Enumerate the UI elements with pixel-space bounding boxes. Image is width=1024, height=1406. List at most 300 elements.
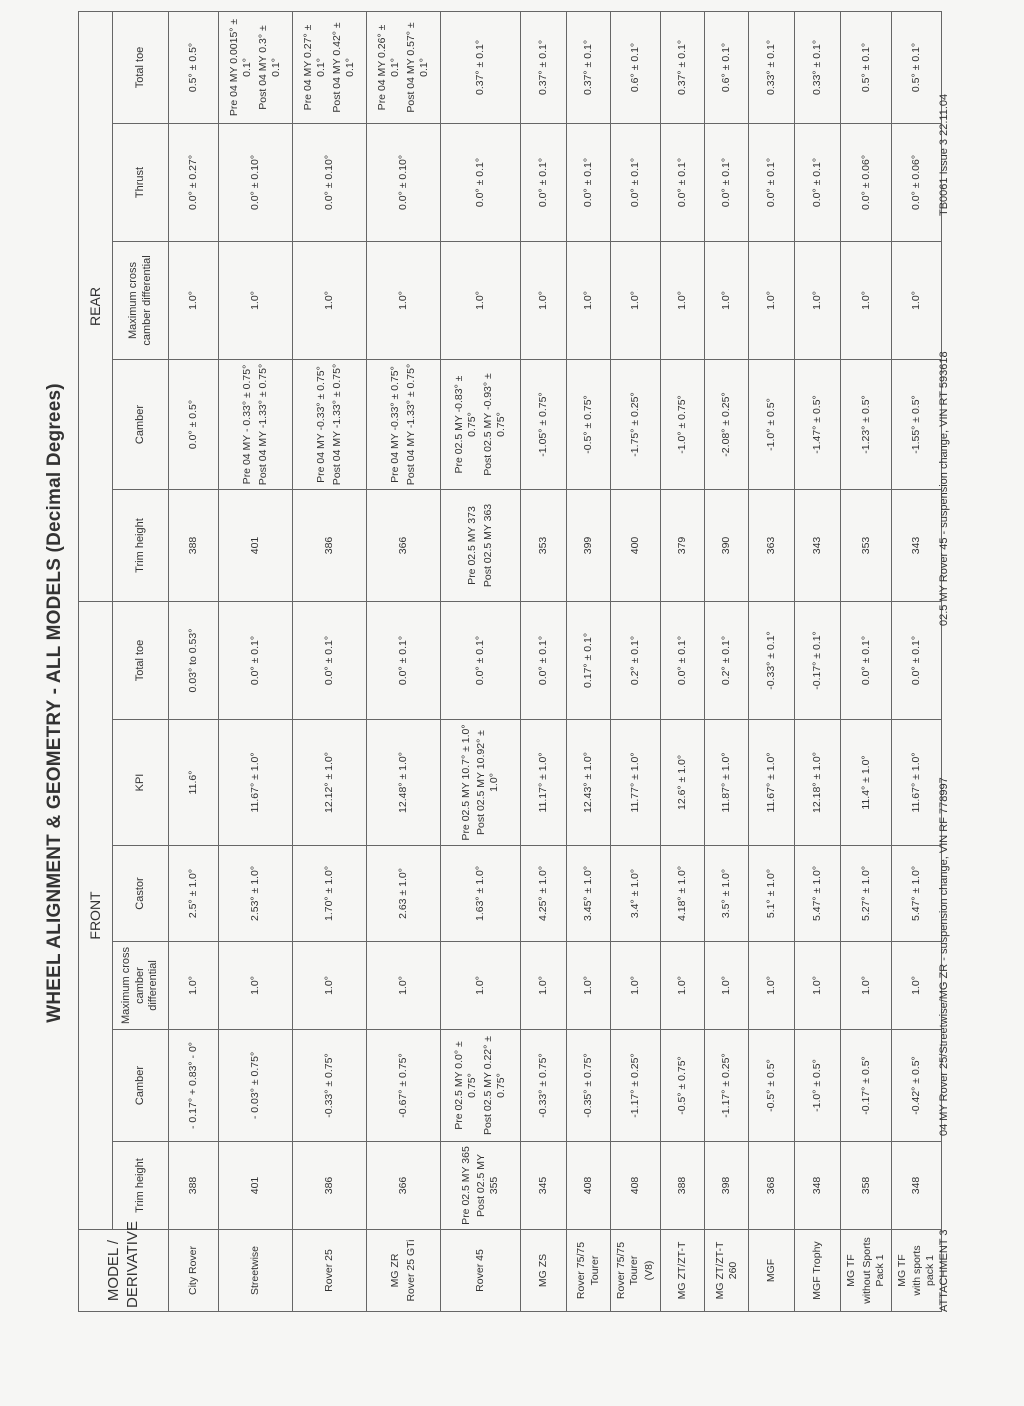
cell-line: 388 bbox=[186, 1176, 199, 1195]
cell-r-max: 1.0° bbox=[611, 242, 661, 360]
cell-f-trim bbox=[841, 1142, 891, 1230]
cell-f-castor: 5.47° ± 1.0° bbox=[891, 846, 941, 942]
cell-r-camber bbox=[293, 360, 367, 490]
table-row bbox=[891, 11, 941, 1311]
cell-line: -1.0° ± 0.5° bbox=[811, 1059, 824, 1112]
cell-f-max: 1.0° bbox=[795, 942, 841, 1030]
cell-line: Post 02.5 MY 0.22° ± 0.75° bbox=[481, 1035, 507, 1136]
cell-r-trim bbox=[169, 490, 219, 602]
header-rear-col-2: Maximum cross camber differential bbox=[113, 242, 169, 360]
cell-f-toe: -0.17° ± 0.1° bbox=[795, 602, 841, 720]
cell-line: 345 bbox=[536, 1176, 549, 1195]
cell-f-kpi bbox=[611, 720, 661, 846]
footer-doc-ref: TB0061 Issue 3 22.11.04 bbox=[938, 93, 950, 216]
cell-f-toe: 0.0° ± 0.1° bbox=[521, 602, 567, 720]
cell-f-max: 1.0° bbox=[891, 942, 941, 1030]
cell-r-max: 1.0° bbox=[795, 242, 841, 360]
cell-line: 11.4° ± 1.0° bbox=[859, 755, 872, 810]
cell-f-castor: 3.45° ± 1.0° bbox=[567, 846, 611, 942]
cell-line: 348 bbox=[909, 1176, 922, 1195]
cell-f-trim bbox=[293, 1142, 367, 1230]
cell-line: -0.67° ± 0.75° bbox=[396, 1053, 409, 1118]
header-front-col-5: Total toe bbox=[113, 602, 169, 720]
cell-r-camber bbox=[219, 360, 293, 490]
cell-f-camber bbox=[367, 1030, 441, 1142]
table-row bbox=[441, 11, 521, 1311]
cell-line: 398 bbox=[720, 1176, 733, 1195]
cell-r-camber bbox=[705, 360, 749, 490]
cell-r-max: 1.0° bbox=[749, 242, 795, 360]
cell-f-camber bbox=[567, 1030, 611, 1142]
cell-r-thrust: 0.0° ± 0.1° bbox=[441, 124, 521, 242]
cell-f-trim bbox=[521, 1142, 567, 1230]
cell-f-toe: 0.0° ± 0.1° bbox=[367, 602, 441, 720]
cell-line: Post 04 MY -1.33° ± 0.75° bbox=[330, 363, 343, 486]
footer-note-45: 02.5 MY Rover 45 - suspension change, VIN RT 593618 bbox=[938, 351, 950, 626]
cell-line: -0.42° ± 0.5° bbox=[909, 1056, 922, 1115]
cell-f-castor: 2.63 ± 1.0° bbox=[367, 846, 441, 942]
cell-f-castor: 4.25° ± 1.0° bbox=[521, 846, 567, 942]
header-front-col-4: KPI bbox=[113, 720, 169, 846]
cell-f-camber bbox=[169, 1030, 219, 1142]
cell-f-camber bbox=[891, 1030, 941, 1142]
cell-r-thrust: 0.0° ± 0.10° bbox=[219, 124, 293, 242]
cell-line: Pre 02.5 MY 373 bbox=[466, 506, 479, 585]
cell-r-thrust: 0.0° ± 0.1° bbox=[705, 124, 749, 242]
cell-f-castor: 3.4° ± 1.0° bbox=[611, 846, 661, 942]
cell-line: 353 bbox=[536, 536, 549, 555]
cell-line: (V8) bbox=[643, 1260, 656, 1281]
cell-r-camber bbox=[891, 360, 941, 490]
cell-model bbox=[521, 1230, 567, 1312]
alignment-table bbox=[78, 11, 942, 1312]
cell-f-max: 1.0° bbox=[841, 942, 891, 1030]
cell-f-max: 1.0° bbox=[367, 942, 441, 1030]
cell-line: Post 04 MY 0.3° ± 0.1° bbox=[256, 25, 282, 110]
cell-model bbox=[567, 1230, 611, 1312]
cell-r-trim bbox=[891, 490, 941, 602]
cell-line: 0.33° ± 0.1° bbox=[811, 39, 824, 95]
cell-line: -1.55° ± 0.5° bbox=[909, 395, 922, 454]
table-row bbox=[795, 11, 841, 1311]
cell-line: -1.05° ± 0.75° bbox=[536, 392, 549, 457]
cell-r-thrust: 0.0° ± 0.1° bbox=[611, 124, 661, 242]
cell-f-kpi bbox=[749, 720, 795, 846]
cell-line: Rover 25 bbox=[322, 1249, 335, 1292]
cell-r-trim bbox=[521, 490, 567, 602]
cell-line: 12.18° ± 1.0° bbox=[811, 752, 824, 813]
header-front-col-2: Maximum cross camber differential bbox=[113, 942, 169, 1030]
cell-f-trim bbox=[795, 1142, 841, 1230]
cell-line: -1.75° ± 0.25° bbox=[629, 392, 642, 457]
cell-r-camber bbox=[661, 360, 705, 490]
cell-r-max: 1.0° bbox=[169, 242, 219, 360]
cell-line: Pre 04 MY -0.33° ± 0.75° bbox=[315, 366, 328, 483]
header-rear: REAR bbox=[79, 11, 113, 601]
cell-line: 363 bbox=[765, 536, 778, 555]
cell-line: Pre 04 MY -0.33° ± 0.75° bbox=[389, 366, 402, 483]
cell-r-thrust: 0.0° ± 0.1° bbox=[521, 124, 567, 242]
cell-f-castor: 1.63° ± 1.0° bbox=[441, 846, 521, 942]
cell-f-castor: 2.5° ± 1.0° bbox=[169, 846, 219, 942]
cell-line: 388 bbox=[676, 1176, 689, 1195]
cell-r-thrust: 0.0° ± 0.1° bbox=[661, 124, 705, 242]
cell-f-toe: 0.17° ± 0.1° bbox=[567, 602, 611, 720]
cell-r-trim bbox=[661, 490, 705, 602]
cell-line: 0.5° ± 0.5° bbox=[186, 42, 199, 93]
cell-line: 401 bbox=[248, 1176, 261, 1195]
cell-f-kpi bbox=[169, 720, 219, 846]
cell-line: MG ZR bbox=[389, 1253, 402, 1288]
cell-f-kpi bbox=[293, 720, 367, 846]
cell-line: Post 04 MY -1.33° ± 0.75° bbox=[256, 363, 269, 486]
cell-line: Pre 02.5 MY 0.0° ± 0.75° bbox=[453, 1041, 479, 1130]
cell-f-max: 1.0° bbox=[441, 942, 521, 1030]
cell-r-trim bbox=[293, 490, 367, 602]
cell-line: 11.77° ± 1.0° bbox=[629, 752, 642, 813]
cell-r-toe bbox=[219, 11, 293, 123]
cell-f-toe: 0.03° to 0.53° bbox=[169, 602, 219, 720]
cell-line: Streetwise bbox=[248, 1245, 261, 1296]
cell-line: MG ZT/ZT-T 260 bbox=[713, 1241, 739, 1300]
cell-model bbox=[169, 1230, 219, 1312]
table-row bbox=[611, 11, 661, 1311]
cell-line: MG ZT/ZT-T bbox=[676, 1241, 689, 1300]
cell-r-trim bbox=[567, 490, 611, 602]
cell-f-trim bbox=[661, 1142, 705, 1230]
table-row bbox=[293, 11, 367, 1311]
cell-r-camber bbox=[169, 360, 219, 490]
cell-line: Pre 04 MY - 0.33° ± 0.75° bbox=[241, 364, 254, 485]
header-rear-col-4: Total toe bbox=[113, 11, 169, 123]
cell-line: Rover 75/75 Tourer bbox=[575, 1241, 601, 1300]
cell-line: Post 02.5 MY 355 bbox=[474, 1153, 501, 1218]
cell-r-max: 1.0° bbox=[293, 242, 367, 360]
cell-f-kpi bbox=[521, 720, 567, 846]
cell-f-trim bbox=[169, 1142, 219, 1230]
cell-r-camber bbox=[521, 360, 567, 490]
cell-r-camber bbox=[367, 360, 441, 490]
cell-f-trim bbox=[367, 1142, 441, 1230]
cell-r-toe bbox=[169, 11, 219, 123]
cell-f-max: 1.0° bbox=[293, 942, 367, 1030]
cell-line: -1.17° ± 0.25° bbox=[629, 1053, 642, 1118]
cell-line: -1.17° ± 0.25° bbox=[720, 1053, 733, 1118]
cell-line: -1.0° ± 0.5° bbox=[765, 398, 778, 451]
cell-f-toe: 0.2° ± 0.1° bbox=[611, 602, 661, 720]
cell-f-toe: 0.0° ± 0.1° bbox=[841, 602, 891, 720]
cell-line: Post 02.5 MY 363 bbox=[481, 503, 494, 588]
cell-f-trim bbox=[611, 1142, 661, 1230]
cell-f-kpi bbox=[661, 720, 705, 846]
cell-f-max: 1.0° bbox=[661, 942, 705, 1030]
cell-r-toe bbox=[661, 11, 705, 123]
cell-line: 366 bbox=[396, 536, 409, 555]
cell-f-camber bbox=[521, 1030, 567, 1142]
cell-line: 399 bbox=[581, 536, 594, 555]
cell-r-max: 1.0° bbox=[367, 242, 441, 360]
cell-f-castor: 5.1° ± 1.0° bbox=[749, 846, 795, 942]
cell-line: 353 bbox=[859, 536, 872, 555]
cell-f-kpi bbox=[795, 720, 841, 846]
cell-f-castor: 5.27° ± 1.0° bbox=[841, 846, 891, 942]
cell-line: Rover 25 GTi bbox=[404, 1239, 417, 1302]
cell-model bbox=[891, 1230, 941, 1312]
cell-line: -2.08° ± 0.25° bbox=[720, 392, 733, 457]
cell-r-camber bbox=[749, 360, 795, 490]
cell-line: -0.17° ± 0.5° bbox=[859, 1056, 872, 1115]
cell-r-toe bbox=[611, 11, 661, 123]
cell-f-castor: 5.47° ± 1.0° bbox=[795, 846, 841, 942]
cell-line: 0.37° ± 0.1° bbox=[536, 39, 549, 95]
cell-r-toe bbox=[795, 11, 841, 123]
cell-line: 408 bbox=[581, 1176, 594, 1195]
cell-r-camber bbox=[441, 360, 521, 490]
cell-r-trim bbox=[841, 490, 891, 602]
cell-r-camber bbox=[841, 360, 891, 490]
cell-line: Pre 02.5 MY 10.7° ± 1.0° bbox=[459, 724, 472, 841]
cell-r-max: 1.0° bbox=[841, 242, 891, 360]
cell-f-camber bbox=[661, 1030, 705, 1142]
cell-r-toe bbox=[441, 11, 521, 123]
cell-r-thrust: 0.0° ± 0.1° bbox=[749, 124, 795, 242]
cell-line: 12.6° ± 1.0° bbox=[676, 754, 689, 811]
cell-line: 379 bbox=[676, 536, 689, 555]
cell-line: -1.23° ± 0.5° bbox=[859, 395, 872, 454]
cell-f-kpi bbox=[841, 720, 891, 846]
cell-r-thrust: 0.0° ± 0.10° bbox=[293, 124, 367, 242]
cell-r-toe bbox=[749, 11, 795, 123]
cell-line: Post 02.5 MY -0.93° ± 0.75° bbox=[481, 373, 507, 476]
cell-r-trim bbox=[795, 490, 841, 602]
cell-r-toe bbox=[705, 11, 749, 123]
cell-line: Post 04 MY -1.33° ± 0.75° bbox=[404, 363, 417, 486]
cell-line: 11.67° ± 1.0° bbox=[248, 752, 261, 813]
cell-line: Pre 02.5 MY 365 bbox=[459, 1146, 472, 1225]
cell-line: 386 bbox=[322, 1176, 335, 1195]
cell-line: 11.17° ± 1.0° bbox=[536, 752, 549, 813]
cell-r-trim bbox=[749, 490, 795, 602]
cell-r-thrust: 0.0° ± 0.10° bbox=[367, 124, 441, 242]
cell-line: City Rover bbox=[186, 1246, 199, 1296]
cell-line: 0.37° ± 0.1° bbox=[473, 39, 486, 95]
cell-line: 408 bbox=[629, 1176, 642, 1195]
cell-f-kpi bbox=[891, 720, 941, 846]
table-row bbox=[169, 11, 219, 1311]
cell-f-camber bbox=[219, 1030, 293, 1142]
cell-line: 11.87° ± 1.0° bbox=[720, 752, 733, 813]
table-row bbox=[219, 11, 293, 1311]
cell-line: with sports pack 1 bbox=[910, 1245, 936, 1296]
cell-line: 11.67° ± 1.0° bbox=[909, 752, 922, 813]
cell-f-kpi bbox=[567, 720, 611, 846]
header-front-col-3: Castor bbox=[113, 846, 169, 942]
cell-r-thrust: 0.0° ± 0.06° bbox=[841, 124, 891, 242]
cell-line: -0.35° ± 0.75° bbox=[581, 1053, 594, 1118]
cell-model bbox=[611, 1230, 661, 1312]
header-front: FRONT bbox=[79, 602, 113, 1230]
cell-f-camber bbox=[611, 1030, 661, 1142]
cell-model bbox=[219, 1230, 293, 1312]
cell-line: - 0.17° + 0.83° - 0° bbox=[186, 1041, 199, 1130]
cell-r-trim bbox=[367, 490, 441, 602]
cell-f-kpi bbox=[219, 720, 293, 846]
cell-f-camber bbox=[795, 1030, 841, 1142]
table-row bbox=[705, 11, 749, 1311]
cell-line: 401 bbox=[248, 536, 261, 555]
cell-f-toe: 0.0° ± 0.1° bbox=[219, 602, 293, 720]
cell-f-kpi bbox=[705, 720, 749, 846]
cell-model bbox=[441, 1230, 521, 1312]
cell-r-trim bbox=[705, 490, 749, 602]
cell-line: 0.5° ± 0.1° bbox=[909, 42, 922, 93]
cell-r-thrust: 0.0° ± 0.1° bbox=[567, 124, 611, 242]
cell-line: Pre 04 MY 0.27° ± 0.1° bbox=[302, 24, 328, 111]
cell-f-trim bbox=[749, 1142, 795, 1230]
cell-f-trim bbox=[219, 1142, 293, 1230]
cell-f-camber bbox=[705, 1030, 749, 1142]
header-rear-col-3: Thrust bbox=[113, 124, 169, 242]
cell-line: without Sports Pack 1 bbox=[860, 1237, 886, 1304]
cell-line: Rover 75/75 Tourer bbox=[615, 1241, 641, 1300]
cell-f-trim bbox=[441, 1142, 521, 1230]
cell-model bbox=[841, 1230, 891, 1312]
footer-attachment: ATTACHMENT 3 bbox=[938, 1229, 950, 1312]
cell-line: -0.33° ± 0.75° bbox=[322, 1053, 335, 1118]
cell-line: 0.6° ± 0.1° bbox=[629, 42, 642, 93]
cell-r-toe bbox=[567, 11, 611, 123]
header-model: MODEL / DERIVATIVE bbox=[79, 1230, 169, 1312]
cell-f-castor: 3.5° ± 1.0° bbox=[705, 846, 749, 942]
cell-line: Pre 02.5 MY -0.83° ± 0.75° bbox=[453, 375, 479, 474]
cell-f-max: 1.0° bbox=[219, 942, 293, 1030]
cell-line: -0.5° ± 0.75° bbox=[581, 395, 594, 454]
cell-line: 390 bbox=[720, 536, 733, 555]
cell-f-toe: 0.0° ± 0.1° bbox=[891, 602, 941, 720]
cell-f-toe: 0.0° ± 0.1° bbox=[661, 602, 705, 720]
cell-line: Rover 45 bbox=[473, 1249, 486, 1292]
cell-f-camber bbox=[441, 1030, 521, 1142]
cell-line: -0.5° ± 0.5° bbox=[765, 1059, 778, 1112]
cell-f-toe: -0.33° ± 0.1° bbox=[749, 602, 795, 720]
cell-line: 0.5° ± 0.1° bbox=[859, 42, 872, 93]
footer-note-zr: 04 MY Rover 25/Streetwise/MG ZR - suspension change, VIN RF 778997 bbox=[938, 777, 950, 1136]
cell-model bbox=[293, 1230, 367, 1312]
cell-line: 386 bbox=[322, 536, 335, 555]
cell-model bbox=[749, 1230, 795, 1312]
cell-r-camber bbox=[567, 360, 611, 490]
cell-line: 400 bbox=[629, 536, 642, 555]
cell-r-max: 1.0° bbox=[661, 242, 705, 360]
cell-f-max: 1.0° bbox=[567, 942, 611, 1030]
cell-model bbox=[705, 1230, 749, 1312]
cell-f-kpi bbox=[367, 720, 441, 846]
cell-r-max: 1.0° bbox=[219, 242, 293, 360]
cell-line: 12.12° ± 1.0° bbox=[322, 752, 335, 813]
cell-line: 388 bbox=[186, 536, 199, 555]
cell-f-max: 1.0° bbox=[749, 942, 795, 1030]
cell-r-max: 1.0° bbox=[441, 242, 521, 360]
cell-r-max: 1.0° bbox=[705, 242, 749, 360]
table-row bbox=[367, 11, 441, 1311]
cell-f-trim bbox=[891, 1142, 941, 1230]
cell-model bbox=[795, 1230, 841, 1312]
header-front-col-0: Trim height bbox=[113, 1142, 169, 1230]
cell-r-toe bbox=[891, 11, 941, 123]
cell-line: Pre 04 MY 0.0015° ± 0.1° bbox=[228, 18, 254, 117]
cell-f-toe: 0.0° ± 0.1° bbox=[293, 602, 367, 720]
cell-line: 0.37° ± 0.1° bbox=[676, 39, 689, 95]
cell-line: 12.43° ± 1.0° bbox=[581, 752, 594, 813]
cell-r-max: 1.0° bbox=[567, 242, 611, 360]
document-title: WHEEL ALIGNMENT & GEOMETRY - ALL MODELS (Decimal Degrees) bbox=[44, 383, 65, 1023]
cell-f-max: 1.0° bbox=[705, 942, 749, 1030]
cell-f-trim bbox=[705, 1142, 749, 1230]
cell-line: 368 bbox=[765, 1176, 778, 1195]
cell-f-kpi bbox=[441, 720, 521, 846]
cell-line: -0.5° ± 0.75° bbox=[676, 1056, 689, 1115]
cell-line: 11.6° bbox=[186, 770, 199, 795]
cell-line: 343 bbox=[811, 536, 824, 555]
cell-f-camber bbox=[293, 1030, 367, 1142]
cell-line: MG TF bbox=[845, 1254, 858, 1287]
cell-line: 358 bbox=[859, 1176, 872, 1195]
cell-model bbox=[661, 1230, 705, 1312]
cell-f-toe: 0.2° ± 0.1° bbox=[705, 602, 749, 720]
cell-line: 0.6° ± 0.1° bbox=[720, 42, 733, 93]
cell-r-trim bbox=[219, 490, 293, 602]
cell-line: 12.48° ± 1.0° bbox=[396, 752, 409, 813]
cell-model bbox=[367, 1230, 441, 1312]
cell-line: 366 bbox=[396, 1176, 409, 1195]
cell-line: MGF bbox=[765, 1258, 778, 1283]
cell-line: -1.0° ± 0.75° bbox=[676, 395, 689, 454]
cell-r-trim bbox=[441, 490, 521, 602]
cell-f-toe: 0.0° ± 0.1° bbox=[441, 602, 521, 720]
cell-r-toe bbox=[293, 11, 367, 123]
cell-line: 0.0° ± 0.5° bbox=[186, 399, 199, 450]
cell-r-max: 1.0° bbox=[521, 242, 567, 360]
cell-line: MG TF bbox=[895, 1254, 908, 1287]
cell-line: MGF Trophy bbox=[811, 1241, 824, 1300]
cell-f-castor: 2.53° ± 1.0° bbox=[219, 846, 293, 942]
table-row bbox=[749, 11, 795, 1311]
cell-r-camber bbox=[611, 360, 661, 490]
cell-line: MG ZS bbox=[536, 1253, 549, 1288]
table-row bbox=[661, 11, 705, 1311]
cell-r-toe bbox=[841, 11, 891, 123]
cell-line: Post 02.5 MY 10.92° ± 1.0° bbox=[474, 730, 501, 835]
cell-r-toe bbox=[521, 11, 567, 123]
cell-r-toe bbox=[367, 11, 441, 123]
cell-f-max: 1.0° bbox=[169, 942, 219, 1030]
cell-f-castor: 1.70° ± 1.0° bbox=[293, 846, 367, 942]
cell-line: 343 bbox=[909, 536, 922, 555]
cell-line: Pre 04 MY 0.26° ± 0.1° bbox=[376, 24, 402, 111]
cell-r-max: 1.0° bbox=[891, 242, 941, 360]
cell-f-castor: 4.18° ± 1.0° bbox=[661, 846, 705, 942]
cell-r-trim bbox=[611, 490, 661, 602]
cell-line: Post 04 MY 0.57° ± 0.1° bbox=[404, 22, 430, 113]
cell-line: -1.47° ± 0.5° bbox=[811, 395, 824, 454]
table-row bbox=[521, 11, 567, 1311]
cell-line: Post 04 MY 0.42° ± 0.1° bbox=[330, 22, 356, 113]
cell-f-max: 1.0° bbox=[521, 942, 567, 1030]
cell-line: 11.67° ± 1.0° bbox=[765, 752, 778, 813]
header-rear-col-1: Camber bbox=[113, 360, 169, 490]
cell-line: - 0.03° ± 0.75° bbox=[248, 1051, 261, 1120]
cell-f-max: 1.0° bbox=[611, 942, 661, 1030]
